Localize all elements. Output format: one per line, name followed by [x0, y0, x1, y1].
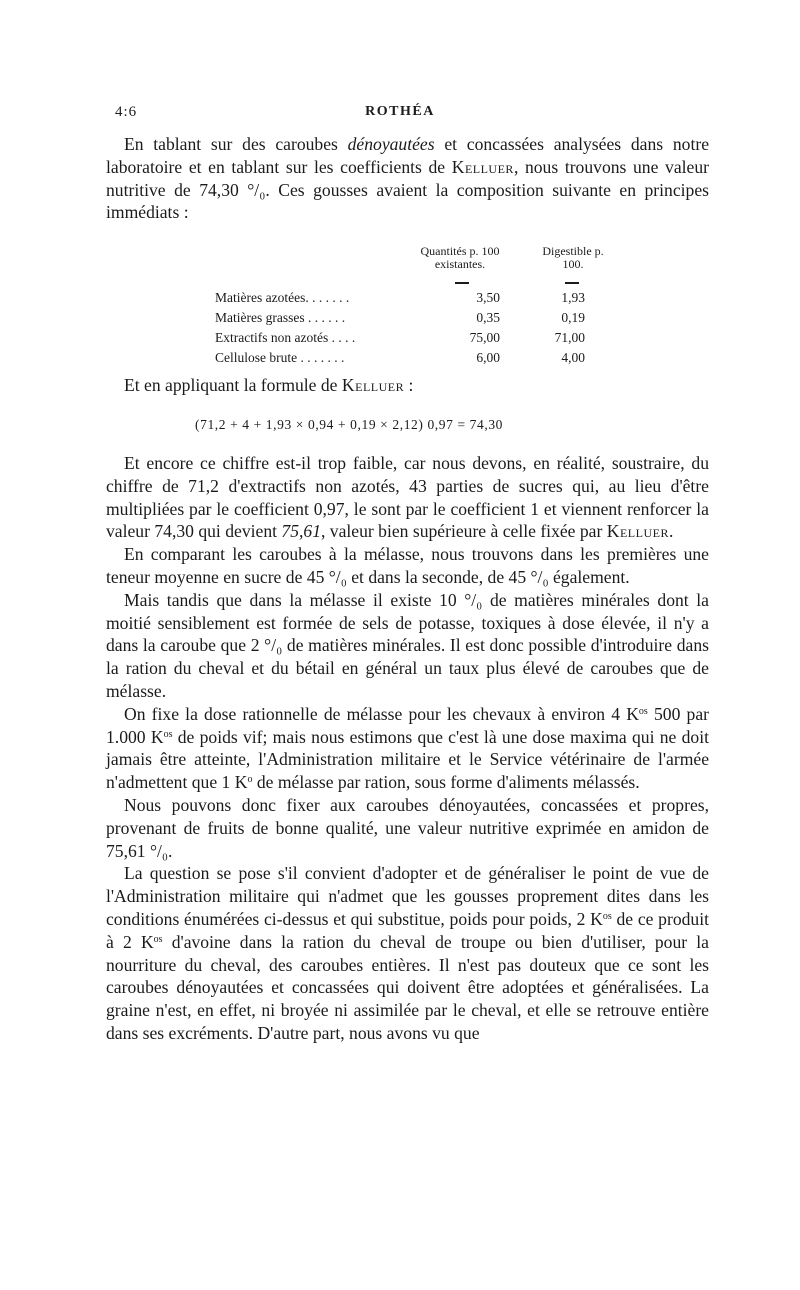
superscript: os	[638, 705, 648, 717]
text-segment: En tablant sur des caroubes	[124, 134, 348, 154]
formula-intro	[106, 374, 709, 397]
superscript: o	[247, 774, 253, 786]
text-segment: d'avoine dans la ration du cheval de troupe ou bien d'utiliser, pour la nourriture du cheval, des caroubes entières. Il n'est pas douteux que ce sont les caroubes dénoyautées et concassées qui doivent être adoptées et généralisées. La graine n'est, en effet, ni broyée ni assimilée par le cheval, et elle se retrouve entière dans ses excréments. D'autre part, nous avons vu que	[106, 931, 709, 1043]
paragraph-tandis: Mais tandis que dans la mélasse il existe 10 °/₀ de matières minérales dont la moitié sensiblement est formée de sels de potasse, toxiques à dose élevée, il n'y a dans la caroube que 2 °/₀ de matières minérales. Il est donc possible d'introduire dans la ration du cheval et du bétail en général un taux plus élevé de caroubes que de mélasse.	[106, 589, 709, 701]
text-segment: de poids vif; mais nous estimons que c'est là une dose maxima qui ne doit jamais être atteinte, l'Administration militaire et le Service vétérinaire de l'armée n'admettent que 1 K	[106, 726, 709, 793]
text-segment: de mélasse par ration, sous forme d'aliments mélassés.	[252, 772, 640, 793]
quantity-value: 3,50	[476, 290, 500, 305]
text-segment: Et encore ce chiffre est-il trop faible, car nous devons, en réalité, soustraire, du chiffre de 71,2 d'extractifs non azotés, 43 parties de sucres qui, au lieu d'être multipliées par le coefficient 0,97, le sont par le coefficient 1 et viennent renforcer la valeur 74,30 qui devient	[106, 453, 709, 542]
author-name: Kelluer	[606, 521, 669, 542]
table-row	[215, 350, 615, 369]
nutritive-formula: (71,2 + 4 + 1,93 × 0,94 + 0,19 × 2,12) 0,97 = 74,30	[195, 417, 504, 432]
digestible-value: 0,19	[561, 310, 585, 325]
text-segment: , valeur bien supérieure à celle fixée par	[321, 521, 607, 542]
paragraph-comparant: En comparant les caroubes à la mélasse, nous trouvons dans les premières une teneur moyenne en sucre de 45 °/₀ et dans la seconde, de 45 °/₀ également.	[106, 544, 709, 587]
text-segment: On fixe la dose rationnelle de mélasse pour les chevaux à environ 4 K	[124, 703, 639, 724]
row-label: Matières azotées. . . . . . .	[215, 290, 350, 305]
quantity-value: 75,00	[469, 330, 500, 345]
paragraph-encore	[106, 452, 709, 543]
column-rule	[455, 282, 469, 284]
superscript: os	[153, 933, 163, 945]
row-label: Matières grasses . . . . . .	[215, 310, 346, 325]
text-segment: , nous trouvons une valeur nutritive de 74,30 °/₀. Ces gousses avaient la composition suivante en principes immédiats :	[106, 156, 709, 223]
text-segment: La question se pose s'il convient d'adopter et de généraliser le point de vue de l'Administration militaire qui n'admet que les gousses proprement dites dans les conditions énumérées ci-dessus et qui substitue, poids pour poids, 2 K	[106, 863, 709, 929]
text-segment: Et en appliquant la formule de	[124, 375, 342, 395]
italic-term: dénoyautées	[347, 134, 435, 154]
author-name: Kelluer	[341, 375, 405, 395]
author-name: Kelluer	[451, 156, 514, 177]
table-row	[215, 310, 615, 329]
column-header-quantity: Quantités p. 100 existantes.	[420, 244, 500, 271]
text-segment: :	[404, 375, 414, 395]
intro-paragraph-block	[106, 133, 709, 224]
text-segment: de ce produit à 2 K	[106, 908, 709, 952]
row-label: Cellulose brute . . . . . . .	[215, 350, 345, 365]
row-label: Extractifs non azotés . . . .	[215, 330, 356, 345]
text-segment: 500 par 1.000 K	[106, 703, 709, 747]
paragraph-fixer: Nous pouvons donc fixer aux caroubes dénoyautées, concassées et propres, provenant de fruits de bonne qualité, une valeur nutritive exprimée en amidon de 75,61 °/₀.	[106, 794, 709, 861]
digestible-value: 1,93	[561, 290, 585, 305]
quantity-value: 6,00	[476, 350, 500, 365]
main-text-block	[106, 452, 709, 1045]
formula-intro-block	[106, 374, 709, 397]
digestible-value: 4,00	[561, 350, 585, 365]
quantity-value: 0,35	[476, 310, 500, 325]
paragraph-dose	[106, 703, 709, 794]
text-segment: .	[668, 521, 674, 542]
intro-paragraph	[106, 133, 709, 224]
digestible-value: 71,00	[554, 330, 585, 345]
paragraph-question	[106, 862, 709, 1044]
column-rule	[565, 282, 579, 284]
superscript: os	[163, 728, 173, 740]
page-number: 4:6	[115, 104, 138, 120]
superscript: os	[602, 910, 612, 922]
running-title: ROTHÉA	[365, 104, 435, 119]
text-segment: et concassées analysées dans notre laboratoire et en tablant sur les coefficients de	[106, 134, 709, 177]
column-header-digestible: Digestible p. 100.	[542, 244, 604, 271]
italic-value: 75,61	[281, 521, 321, 542]
table-row	[215, 290, 615, 309]
table-row	[215, 330, 615, 349]
